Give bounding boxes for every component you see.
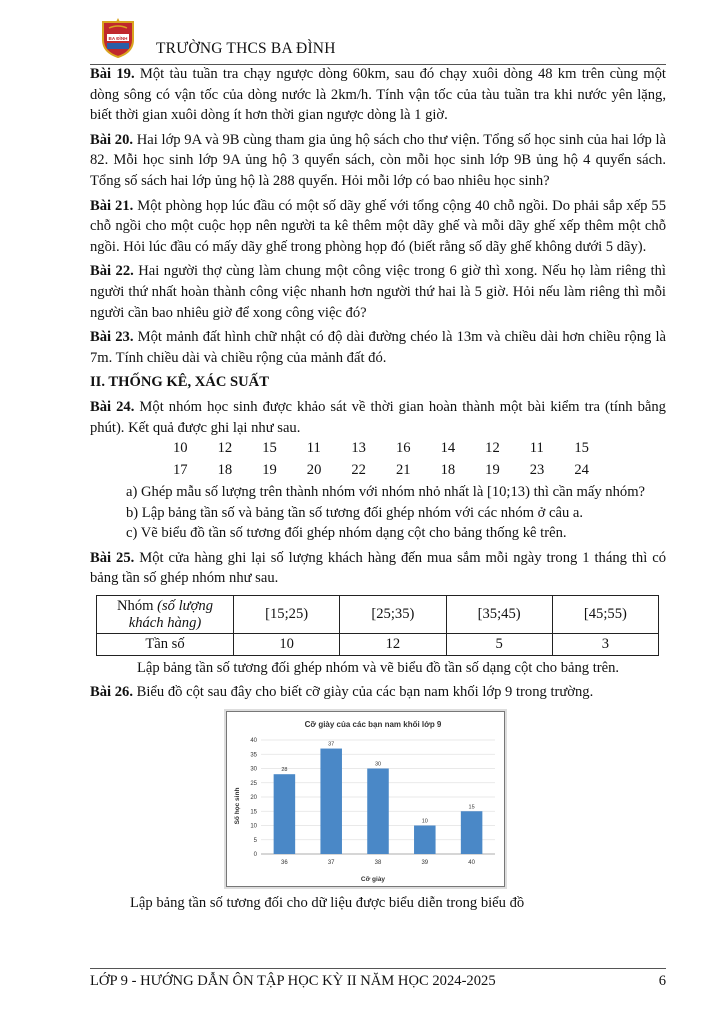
question-24a: a) Ghép mẫu số lượng trên thành nhóm với nhóm nhỏ nhất là [10;13) thì cần mấy nhóm? bbox=[126, 484, 646, 501]
data-value: 16 bbox=[395, 440, 411, 457]
y-axis-label: Số học sinh bbox=[234, 787, 241, 825]
y-tick-label: 35 bbox=[250, 752, 257, 759]
bar-value-label: 28 bbox=[281, 767, 288, 774]
footer-text: LỚP 9 - HƯỚNG DẪN ÔN TẬP HỌC KỲ II NĂM HỌC 2024-2025 bbox=[90, 973, 496, 989]
question-24c: c) Vẽ biểu đồ tần số tương đối ghép nhóm dạng cột cho bảng thống kê trên. bbox=[126, 525, 567, 542]
problem-24 bbox=[90, 397, 666, 438]
problem-label: Bài 22. bbox=[90, 263, 134, 280]
shoe-size-bar-chart bbox=[227, 712, 504, 886]
frequency-table bbox=[96, 595, 659, 656]
table-row bbox=[97, 596, 659, 634]
problem-label: Bài 19. bbox=[90, 66, 135, 82]
problem-23 bbox=[90, 327, 666, 368]
bar-value-label: 15 bbox=[468, 804, 475, 811]
data-row-2 bbox=[173, 460, 666, 482]
bar-40 bbox=[461, 811, 483, 854]
problem-text: Một phòng họp lúc đầu có một số dãy ghế với tổng cộng 40 chỗ ngồi. Do phải sắp xếp 55 chỗ ngồi cho một cuộc họp nên người ta kê thêm một dãy ghế và mỗi dãy ghế xếp thêm một chỗ ngồi. Hỏi lúc đầu có mấy dãy ghế trong phòng họp đó (biết rằng số dãy ghế không dưới 5 dãy). bbox=[90, 197, 667, 255]
document-page bbox=[90, 0, 666, 1024]
table-instruction: Lập bảng tần số tương đối ghép nhóm và vẽ biểu đồ tần số dạng cột cho bảng trên. bbox=[136, 659, 620, 676]
problem-text: Một cửa hàng ghi lại số lượng khách hàng đến mua sắm mỗi ngày trong 1 tháng thì có bảng tần số ghép nhóm như sau. bbox=[90, 549, 666, 587]
y-tick-label: 40 bbox=[250, 738, 257, 745]
x-tick-label: 39 bbox=[421, 859, 429, 866]
logo-text: BA ĐÌNH bbox=[108, 36, 128, 41]
data-value: 15 bbox=[262, 440, 277, 457]
table-cell: 12 bbox=[340, 634, 446, 656]
problem-text: Hai lớp 9A và 9B cùng tham gia ủng hộ sách cho thư viện. Tổng số học sinh của hai lớp là 82. Mỗi học sinh lớp 9A ủng hộ 3 quyển sách, còn mỗi học sinh lớp 9B ủng hộ 4 quyển sách. Tổng số sách hai lớp ủng hộ là 288 quyển. Hỏi mỗi lớp có bao nhiêu học sinh? bbox=[90, 131, 666, 189]
x-tick-label: 37 bbox=[327, 859, 335, 866]
problem-21 bbox=[90, 196, 666, 258]
problem-20 bbox=[90, 130, 666, 192]
problem-text: Một nhóm học sinh được khảo sát về thời gian hoàn thành một bài kiểm tra (tính bằng phút). Kết quả được ghi lại như sau. bbox=[90, 398, 666, 436]
data-value: 24 bbox=[574, 462, 589, 479]
page-header bbox=[90, 10, 666, 65]
page-footer bbox=[90, 968, 666, 990]
data-value: 11 bbox=[529, 440, 544, 457]
table-header-cell bbox=[97, 596, 234, 634]
problem-19 bbox=[90, 64, 666, 126]
school-name: TRƯỜNG THCS BA ĐÌNH bbox=[156, 40, 336, 57]
section-title: II. THỐNG KÊ, XÁC SUẤT bbox=[90, 374, 269, 391]
table-cell: [45;55) bbox=[552, 596, 658, 634]
problem-text: Một tàu tuần tra chạy ngược dòng 60km, sau đó chạy xuôi dòng 48 km trên cùng một dòng sông có vận tốc của dòng nước là 2km/h. Tính vận tốc của tàu tuần tra khi nước yên lặng, biết thời gian xuôi dòng ít hơn thời gian ngược dòng là 1 giờ. bbox=[90, 66, 666, 124]
y-tick-label: 25 bbox=[250, 780, 257, 787]
data-value: 20 bbox=[306, 462, 322, 479]
bar-37 bbox=[320, 748, 342, 853]
y-tick-label: 10 bbox=[250, 823, 257, 830]
problem-text: Một mảnh đất hình chữ nhật có độ dài đường chéo là 13m và chiều dài hơn chiều rộng là 7m. Tính chiều dài và chiều rộng của mảnh đất đó. bbox=[90, 329, 666, 366]
header-note: (số lượng khách hàng) bbox=[128, 597, 214, 631]
data-value: 21 bbox=[395, 462, 411, 479]
data-value: 10 bbox=[173, 440, 188, 457]
bar-36 bbox=[274, 774, 296, 854]
table-cell: [15;25) bbox=[234, 596, 340, 634]
table-cell: [25;35) bbox=[340, 596, 446, 634]
problem-26 bbox=[90, 682, 666, 703]
data-value: 22 bbox=[351, 462, 366, 479]
table-cell: 3 bbox=[552, 634, 658, 656]
bar-38 bbox=[367, 768, 389, 854]
problem-label: Bài 23. bbox=[90, 329, 134, 346]
problem-label: Bài 26. bbox=[90, 684, 133, 701]
data-value: 18 bbox=[440, 462, 456, 479]
data-value: 14 bbox=[440, 440, 456, 457]
table-cell: 5 bbox=[446, 634, 552, 656]
chart-frame bbox=[226, 711, 505, 887]
y-tick-label: 20 bbox=[250, 795, 257, 802]
chart-caption: Lập bảng tần số tương đối cho dữ liệu được biểu diễn trong biểu đồ bbox=[130, 894, 525, 911]
problem-25 bbox=[90, 548, 666, 589]
document-body bbox=[90, 64, 666, 917]
bar-value-label: 37 bbox=[328, 741, 335, 748]
data-value: 18 bbox=[217, 462, 233, 479]
table-cell: [35;45) bbox=[446, 596, 552, 634]
table-row bbox=[97, 634, 659, 656]
table-cell: 10 bbox=[234, 634, 340, 656]
y-tick-label: 0 bbox=[253, 852, 257, 859]
data-value: 15 bbox=[574, 440, 589, 457]
bar-value-label: 30 bbox=[374, 761, 382, 768]
y-tick-label: 30 bbox=[250, 766, 257, 773]
bar-39 bbox=[414, 825, 436, 854]
data-value: 19 bbox=[485, 462, 500, 479]
data-value: 12 bbox=[217, 440, 233, 457]
bar-value-label: 10 bbox=[421, 818, 428, 825]
table-header-cell: Tần số bbox=[97, 634, 234, 656]
problem-label: Bài 20. bbox=[90, 131, 134, 148]
data-value: 17 bbox=[173, 462, 188, 479]
data-value: 12 bbox=[485, 440, 500, 457]
data-value: 23 bbox=[529, 462, 545, 479]
school-logo bbox=[100, 16, 136, 58]
data-value: 11 bbox=[306, 440, 321, 457]
data-value: 19 bbox=[262, 462, 277, 479]
problem-22 bbox=[90, 261, 666, 323]
y-tick-label: 15 bbox=[250, 809, 257, 816]
chart-title: Cỡ giày của các bạn nam khối lớp 9 bbox=[304, 719, 442, 729]
header-label: Nhóm bbox=[116, 597, 154, 614]
x-tick-label: 40 bbox=[468, 859, 475, 866]
problem-label: Bài 24. bbox=[90, 398, 135, 415]
question-24b: b) Lập bảng tần số và bảng tần số tương đối ghép nhóm với các nhóm ở câu a. bbox=[126, 504, 584, 521]
page-number: 6 bbox=[658, 973, 666, 989]
data-value: 13 bbox=[351, 440, 366, 457]
problem-label: Bài 21. bbox=[90, 197, 134, 214]
problem-text: Biểu đồ cột sau đây cho biết cỡ giày của các bạn nam khối lớp 9 trong trường. bbox=[136, 684, 594, 701]
x-axis-label: Cỡ giày bbox=[360, 875, 386, 883]
data-row-1 bbox=[173, 438, 666, 460]
x-tick-label: 38 bbox=[374, 859, 382, 866]
problem-label: Bài 25. bbox=[90, 549, 135, 566]
x-tick-label: 36 bbox=[281, 859, 288, 866]
y-tick-label: 5 bbox=[253, 837, 257, 844]
problem-text: Hai người thợ cùng làm chung một công việc trong 6 giờ thì xong. Nếu họ làm riêng thì người thứ nhất hoàn thành công việc nhanh hơn người thứ hai là 5 giờ. Hỏi nếu làm riêng thì mỗi người cần bao nhiêu giờ để xong công việc đó? bbox=[90, 263, 666, 321]
